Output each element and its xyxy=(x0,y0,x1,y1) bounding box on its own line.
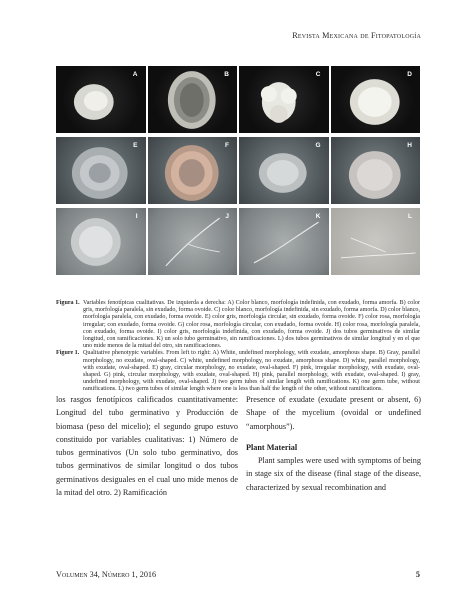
panel-i xyxy=(56,208,146,275)
body-paragraph: Plant samples were used with symptoms of being in stage six of the disease (final stage of the disease, characterized by sexual recombination and xyxy=(246,456,421,492)
panel-label: K xyxy=(315,213,321,220)
body-paragraph: Presence of exudate (exudate present or absent, 6) Shape of the mycelium (ovoidal or undefined “amorphous”). xyxy=(246,395,421,431)
running-header xyxy=(292,31,421,40)
figure-row-1 xyxy=(56,66,420,133)
panel-label: D xyxy=(407,71,412,78)
panel-k xyxy=(239,208,329,275)
figure-caption xyxy=(56,300,420,394)
panel-label: L xyxy=(408,213,412,220)
panel-c xyxy=(239,66,329,133)
figure-row-2 xyxy=(56,137,420,204)
journal-title: Revista Mexicana de Fitopatología xyxy=(292,31,421,40)
body-paragraph: los rasgos fenotípicos calificados cuantitativamente: Longitud del tubo germinativo y Producción de biomasa (peso del micelio); el segundo grupo estuvo constituido por variables cualitativas: 1) Número de tubos germinativos (Un solo tubo germinativo, dos tubos germinativos de similar longitud o dos tubos germinativos desiguales en el cual uno mide menos de la mitad del otro. 2) Ramificación xyxy=(56,395,238,498)
caption-en xyxy=(56,350,420,393)
panel-label: I xyxy=(135,213,138,220)
panel-l xyxy=(331,208,421,275)
panel-label: J xyxy=(225,213,229,220)
panel-label: E xyxy=(133,142,138,149)
panel-label: H xyxy=(407,142,412,149)
panel-e xyxy=(56,137,146,204)
panel-label: A xyxy=(132,71,138,78)
panel-f xyxy=(148,137,238,204)
caption-es-text: Variables fenotípicas cualitativas. De izquierda a derecha: A) Color blanco, morfología indefinida, con exudado, forma amorfa. B) color gris, morfología paralela, sin exudado, forma ovoide. C) color blanco, morfología indefinida, sin exudado, forma amorfa. D) color blanco, morfología paralela, con exudado, forma ovoide. E) color gris, morfología circular, sin exudado, forma ovoide. F) color rosa, morfología irregular; con exudado, forma ovoide. G) color rosa, morfología circular, con exudado, forma ovoide. H) color rosa, morfología paralela, con exudado, forma ovoide. I) color gris, morfología indefinida, con exudado, forma ovoide. J) dos tubos germinativos de similar longitud, con ramificaciones. K) un solo tubo germinativo, sin ramificaciones. L) dos tubos germinativos de similar longitud y en el que uno mide menos de la mitad del otro, sin ramificaciones. xyxy=(83,300,420,350)
panel-label: G xyxy=(315,142,321,149)
page-number: 5 xyxy=(415,570,420,579)
figure-grid xyxy=(56,66,420,279)
caption-es-label: Figura 1. xyxy=(56,300,80,306)
panel-h xyxy=(331,137,421,204)
panel-label: B xyxy=(224,71,229,78)
body-column-left xyxy=(56,393,238,499)
body-column-right xyxy=(246,393,421,494)
panel-d xyxy=(331,66,421,133)
panel-label: F xyxy=(225,142,229,149)
section-heading: Plant Material xyxy=(246,442,298,452)
panel-b xyxy=(148,66,238,133)
volume-info: Volumen 34, Número 1, 2016 xyxy=(56,570,157,579)
caption-en-text: Qualitative phenotypic variables. From left to right: A) White, undefined morphology, with exudate, amorphous shape. B) Gray, parallel morphology, no exudate, oval-shaped. C) white, undefined morphology, no exudate, amorphous shape. D) white, parallel morphology, with exudate, oval-shaped. E) gray, circular morphology, no exudate, oval-shaped. F) pink, irregular morphology, with exudate, oval-shaped. G) pink, circular morphology, with exudate, oval-shaped. H) pink, parallel morphology, with exudate, oval-shaped. I) gray, undefined morphology, with exudate, oval-shaped. J) two germ tubes of similar length with ramifications. K) one germ tube, without ramifications. L) two germ tubes of similar length where one is less than half the length of the other, without ramifications. xyxy=(83,350,420,393)
caption-en-label: Figure 1. xyxy=(56,350,80,357)
panel-label: C xyxy=(315,71,321,78)
figure-row-3 xyxy=(56,208,420,275)
panel-a xyxy=(56,66,146,133)
panel-j xyxy=(148,208,238,275)
caption-es xyxy=(56,300,420,350)
page-footer xyxy=(56,570,420,579)
panel-g xyxy=(239,137,329,204)
